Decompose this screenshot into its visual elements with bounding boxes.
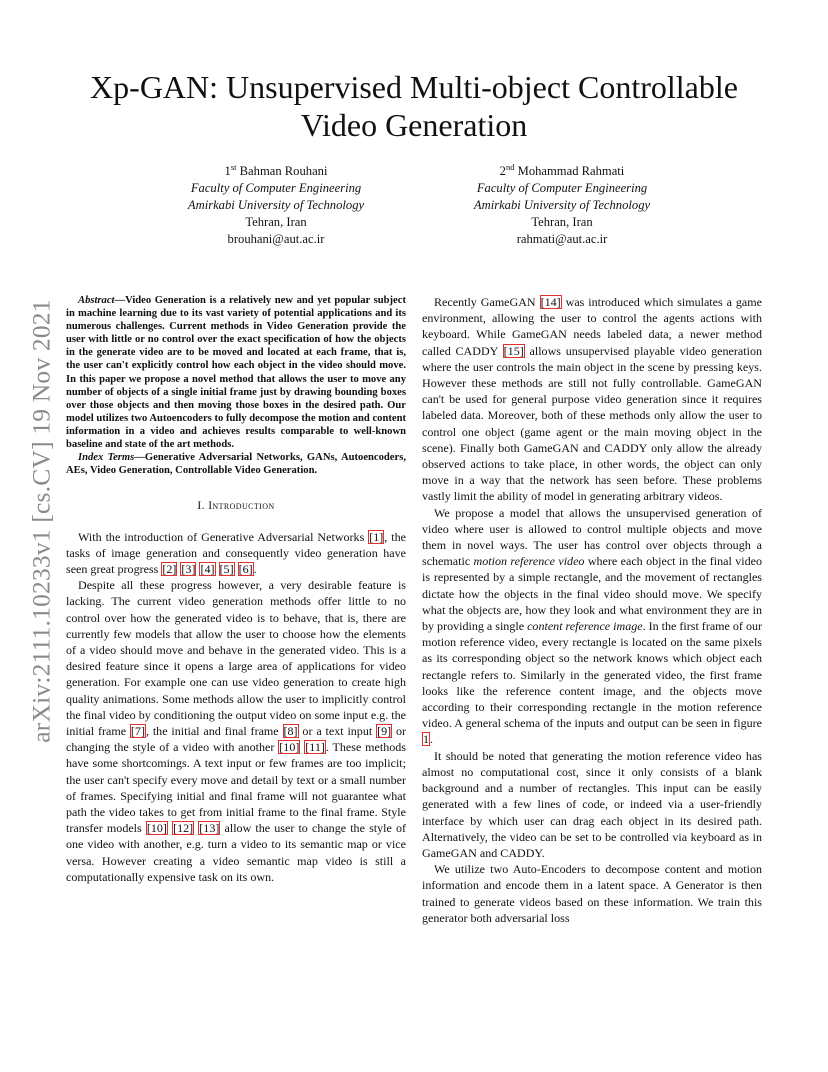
citation-link[interactable]: [9] [377,723,392,738]
citation-link[interactable]: [12] [173,821,194,836]
figure-link[interactable]: 1 [423,732,430,747]
author-institution: Amirkabi University of Technology [473,198,651,212]
intro-paragraph-2: Despite all these progress however, a very desirable feature is lacking. The current video generation methods offer little to no control over how the generated video is to behave, that is, there are currently few models that allow the user to choose how the elements of a video should move and behave in the generated video. This is a desired feature since it opens a large area of applications for video generation. For example one can use video generation to create high quality animations. Some methods allow the user to implicitly control the final video by conditioning the output video on some input e.g. the initial frame [7], the initial and final frame [8] or a text input [9] or changing the style of a video with another [10] [11]. These methods have some shortcomings. A text input or few frames are too implicit; the user can't specify every move and detail by text or a small number of frames. Specifying initial and final frame will not guarantee what path the video takes to get from initial frame to the final frame. Style transfer models [10] [12] [13] allow the user to change the style of one video with another, e.g. turn a video to its semantic map or vice versa. However creating a video semantic map video is still a computationally expensive task on its own. [66,578,407,884]
intro-paragraph-1: With the introduction of Generative Adversarial Networks [1], the tasks of image generation and consequently video generation have seen great progress [2] [3] [4] [5] [6]. [66,529,406,576]
author-name: 1st Bahman Rouhani [224,161,328,178]
author-block-1 [116,163,436,248]
citation-link[interactable]: [7] [130,723,145,738]
author-location: Tehran, Iran [531,215,593,229]
citation-link[interactable]: [4] [200,561,215,576]
author-name: 2nd Mohammad Rahmati [499,161,625,178]
citation-link[interactable]: [10] [146,821,167,836]
author-email[interactable]: brouhani@aut.ac.ir [227,232,325,246]
citation-link[interactable]: [1] [369,529,384,544]
citation-link[interactable]: [13] [199,821,220,836]
arxiv-identifier-stamp [22,284,62,758]
citation-link[interactable]: [3] [181,561,196,576]
intro-paragraph-5: It should be noted that generating the motion reference video has almost no computational cost, since it only consists of a blank background and a number of rectangles. This input can be easily generated with a few lines of code, or indeed via a user-friendly interface by which user can drag each object in its desired path. Alternatively, the video can be set to be controlled via keyboard as in GameGAN and CADDY. [422,748,762,860]
citation-link[interactable]: [2] [162,561,177,576]
citation-link[interactable]: [6] [238,561,253,576]
arxiv-id-text: arXiv:2111.10233v1 [cs.CV] 19 Nov 2021 [27,299,57,743]
paper-title: Xp-GAN: Unsupervised Multi-object Controllable Video Generation [90,69,738,143]
citation-link[interactable]: [5] [219,561,234,576]
citation-link[interactable]: [11] [305,740,325,755]
section-heading-introduction: I. Introduction [197,500,275,513]
index-terms: Index Terms—Generative Adversarial Networks, GANs, Autoencoders, AEs, Video Generation, Controllable Video Generation. [66,452,406,477]
left-column [66,294,406,885]
intro-paragraph-6: We utilize two Auto-Encoders to decompose content and motion information and encode them in a latent space. A Generator is then trained to generate videos based on these information. We train this generator both adversarial loss [422,862,762,925]
author-affiliation: Faculty of Computer Engineering [190,181,362,195]
intro-paragraph-4: We propose a model that allows the unsupervised generation of video where user is allowed to control multiple objects and move them in novel ways. The user has control over objects through a schematic motion reference video where each object in the final video is represented by a simple rectangle, and the movement of rectangles dictate how the objects in the final video should move. We specify what the objects are, how they look and what environment they are in by providing a single content reference image. In the first frame of our motion reference video, every rectangle is located on the same pixels as its corresponding object so the network knows which object each rectangle refers to. Similarly in the generated video, the first frame looks like the reference content image, and the objects move according to their corresponding rectangle in the motion reference video. A general schema of the inputs and output can be seen in figure 1. [422,505,763,747]
emphasis-text: content reference image [527,619,643,634]
author-block-2 [402,163,722,248]
citation-link[interactable]: [10] [279,740,300,755]
emphasis-text: motion reference video [473,554,585,569]
author-location: Tehran, Iran [245,215,307,229]
citation-link[interactable]: [15] [503,343,524,358]
right-column [422,294,762,926]
abstract: Abstract—Video Generation is a relatively new and yet popular subject in machine learning due to its vast variety of potential applications and its numerous challenges. Current methods in Video Generation provide the user with little or no control over the exact specification of how the objects in the generate video are to be moved and located at each frame, that is, the user can't explicitly control how each object in the video should move. In this paper we propose a novel method that allows the user to move any number of objects of a single initial frame just by drawing bounding boxes over those objects and then moving those boxes in the desired path. Our model utilizes two Autoencoders to fully decompose the motion and content information in a video and achieves results comparable to well-known baseline and state of the art methods. [66,295,406,451]
citation-link[interactable]: [14] [540,295,561,309]
citation-link[interactable]: [8] [283,723,298,738]
author-email[interactable]: rahmati@aut.ac.ir [516,232,608,246]
author-institution: Amirkabi University of Technology [187,198,365,212]
intro-paragraph-3: Recently GameGAN [14] was introduced which simulates a game environment, allowing the user to control the agents actions with keyboard. While GameGAN needs labeled data, a newer method called CADDY [15] allows unsupervised playable video generation where the user controls the main object in the scene by pressing keys. However these methods are still not fully controllable. GameGAN can't be used for general purpose video generation since it requires labeled data. Moreover, both of these methods only allow the user to control one object (game agent or the main moving object in the scene). Finally both GameGAN and CADDY only allow the already observed actions to take place, in other words, the object can only move in a way that the network has seen before. These problems vastly limit the ability of model in generating arbitrary videos. [422,295,762,504]
author-affiliation: Faculty of Computer Engineering [476,181,648,195]
